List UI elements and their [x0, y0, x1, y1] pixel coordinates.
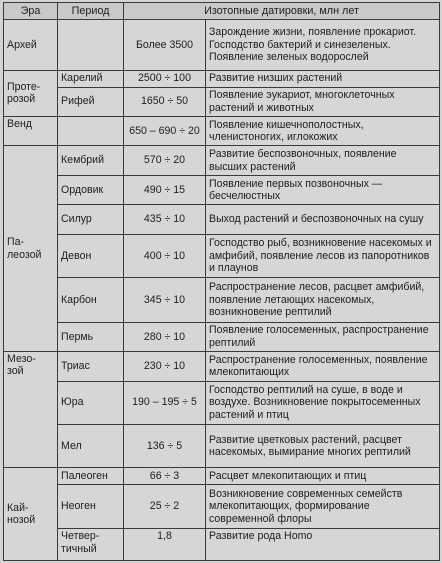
- period-cell: Четвер- тичный: [58, 529, 124, 561]
- date-cell: 345 ÷ 10: [124, 278, 206, 322]
- header-period: Период: [58, 3, 124, 20]
- period-cell: Силур: [58, 205, 124, 235]
- table-row: [4, 205, 440, 235]
- table-row: [4, 468, 440, 485]
- period-cell: Неоген: [58, 484, 124, 528]
- date-cell: 2500 ÷ 100: [124, 70, 206, 87]
- date-cell: 280 ÷ 10: [124, 322, 206, 352]
- era-cell: Кай- нозой: [4, 468, 58, 561]
- date-cell: 25 ÷ 2: [124, 484, 206, 528]
- header-dating: Изотопные датировки, млн лет: [124, 3, 440, 20]
- event-cell: Появление эукариот, многоклеточных растений и животных: [206, 87, 440, 116]
- period-cell: [58, 116, 124, 146]
- event-cell: Развитие рода Homo: [206, 529, 440, 561]
- era-cell: Архей: [4, 20, 58, 71]
- date-cell: Более 3500: [124, 20, 206, 71]
- era-cell: Па- леозой: [4, 146, 58, 352]
- period-cell: Палеоген: [58, 468, 124, 485]
- date-cell: 1650 ÷ 50: [124, 87, 206, 116]
- date-cell: 650 – 690 ÷ 20: [124, 116, 206, 146]
- geochronology-table: [3, 2, 440, 561]
- table-header-row: [4, 3, 440, 20]
- table-row: [4, 381, 440, 424]
- period-cell: Мел: [58, 424, 124, 467]
- table-row: [4, 234, 440, 277]
- era-cell: Проте- розой: [4, 70, 58, 116]
- period-cell: Кембрий: [58, 146, 124, 176]
- event-cell: Распространение голосеменных, появление млекопитающих: [206, 352, 440, 382]
- table-row: [4, 529, 440, 561]
- table-row: [4, 278, 440, 322]
- era-cell: Мезо- зой: [4, 352, 58, 468]
- event-cell: Распространение лесов, расцвет амфибий, появление летающих насекомых, возникновение рептилий: [206, 278, 440, 322]
- header-era: Эра: [4, 3, 58, 20]
- period-cell: Юра: [58, 381, 124, 424]
- date-cell: 136 ÷ 5: [124, 424, 206, 467]
- event-cell: Господство рыб, возникновение насекомых и амфибий, появление лесов из папоротников и плаунов: [206, 234, 440, 277]
- table-row: [4, 484, 440, 528]
- period-cell: Карелий: [58, 70, 124, 87]
- period-cell: Пермь: [58, 322, 124, 352]
- table-row: [4, 20, 440, 71]
- event-cell: Появление голосеменных, распространение рептилий: [206, 322, 440, 352]
- period-cell: Триас: [58, 352, 124, 382]
- period-cell: [58, 20, 124, 71]
- table-row: [4, 116, 440, 146]
- event-cell: Появление первых позвоночных — бесчелюстных: [206, 175, 440, 205]
- table-row: [4, 70, 440, 87]
- period-cell: Рифей: [58, 87, 124, 116]
- event-cell: Появление кишечнополостных, членистоногих, иглокожих: [206, 116, 440, 146]
- period-cell: Ордовик: [58, 175, 124, 205]
- table-row: [4, 424, 440, 467]
- table-row: [4, 87, 440, 116]
- table-row: [4, 175, 440, 205]
- era-cell: Венд: [4, 116, 58, 146]
- event-cell: Выход растений и беспозвоночных на сушу: [206, 205, 440, 235]
- date-cell: 435 ÷ 10: [124, 205, 206, 235]
- table-row: [4, 352, 440, 382]
- table-row: [4, 146, 440, 176]
- date-cell: 490 ÷ 15: [124, 175, 206, 205]
- event-cell: Возникновение современных семейств млекопитающих, формирование современной флоры: [206, 484, 440, 528]
- event-cell: Расцвет млекопитающих и птиц: [206, 468, 440, 485]
- event-cell: Зарождение жизни, появление прокариот. Господство бактерий и синезеленых. Появление зеленых водорослей: [206, 20, 440, 71]
- event-cell: Развитие цветковых растений, расцвет насекомых, вымирание многих рептилий: [206, 424, 440, 467]
- date-cell: 190 – 195 ÷ 5: [124, 381, 206, 424]
- event-cell: Развитие беспозвоночных, появление высших растений: [206, 146, 440, 176]
- date-cell: 66 ÷ 3: [124, 468, 206, 485]
- event-cell: Господство рептилий на суше, в воде и воздухе. Возникновение покрытосеменных растений и птиц: [206, 381, 440, 424]
- table-row: [4, 322, 440, 352]
- event-cell: Развитие низших растений: [206, 70, 440, 87]
- period-cell: Девон: [58, 234, 124, 277]
- period-cell: Карбон: [58, 278, 124, 322]
- date-cell: 1,8: [124, 529, 206, 561]
- date-cell: 400 ÷ 10: [124, 234, 206, 277]
- date-cell: 230 ÷ 10: [124, 352, 206, 382]
- date-cell: 570 ÷ 20: [124, 146, 206, 176]
